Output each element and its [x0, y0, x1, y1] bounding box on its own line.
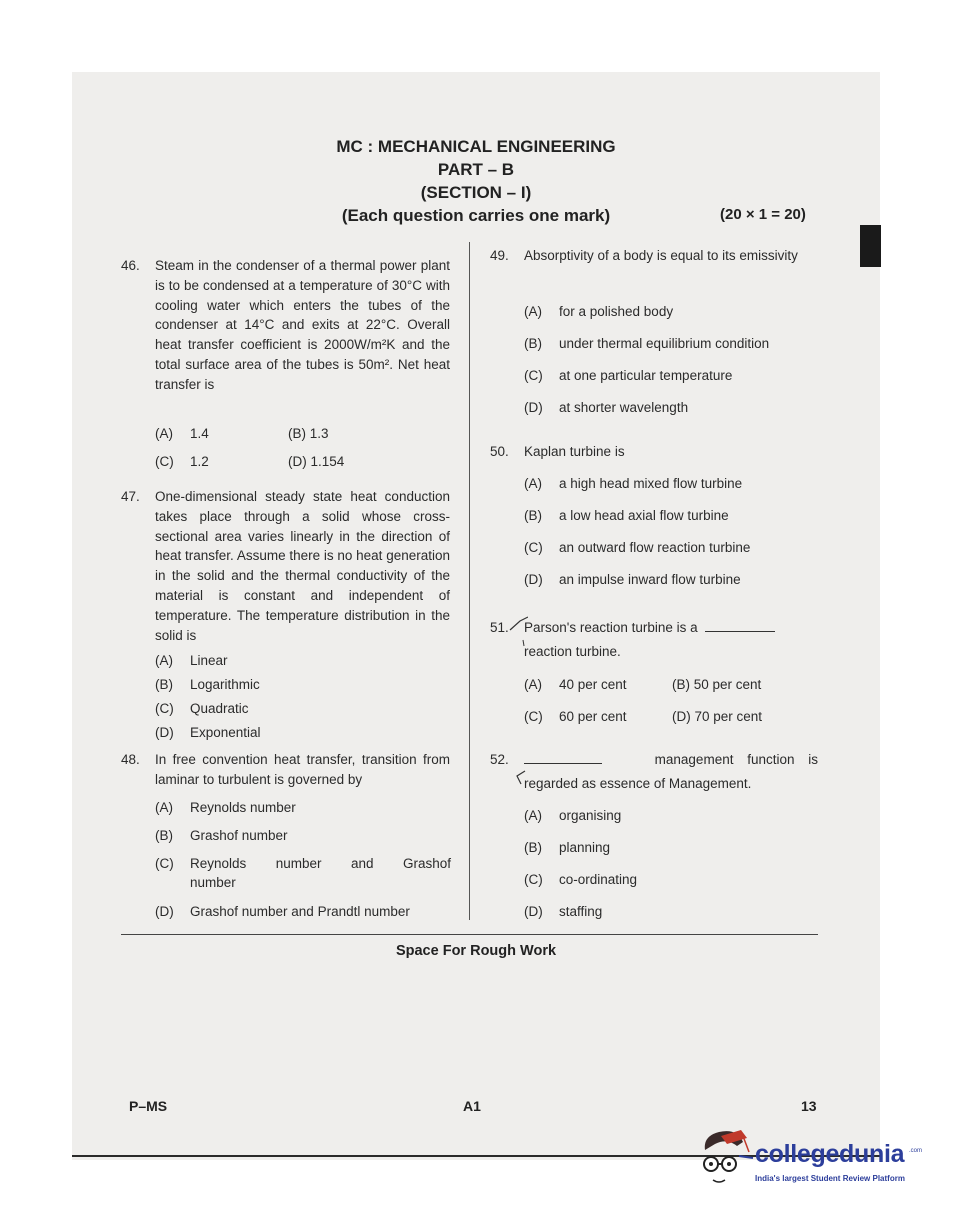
page-number: 13 [801, 1098, 817, 1114]
option-d[interactable]: (D) at shorter wavelength [524, 400, 689, 415]
option-c[interactable]: (C) Reynolds number and Grashof number [155, 856, 451, 890]
option-b[interactable]: (B) 1.3 [288, 426, 329, 441]
question-text: Parson's reaction turbine is a reaction turbine. [524, 616, 818, 664]
option-c[interactable]: (C) at one particular temperature [524, 368, 733, 383]
option-d[interactable]: (D) 1.154 [288, 454, 345, 469]
question-50 [490, 442, 820, 464]
question-number: 51. [490, 620, 509, 635]
total-marks: (20 × 1 = 20) [720, 206, 806, 223]
question-51 [490, 618, 820, 666]
paper-title: MC : MECHANICAL ENGINEERING [336, 137, 616, 156]
question-52 [490, 750, 820, 798]
brand-domain: .com [909, 1148, 923, 1154]
question-text: Kaplan turbine is [524, 444, 625, 459]
question-number: 52. [490, 752, 509, 767]
option-a[interactable]: (A) for a polished body [524, 304, 674, 319]
rough-work-label: Space For Rough Work [395, 943, 557, 959]
question-number: 48. [121, 752, 140, 767]
page-edge-marker [860, 225, 881, 267]
option-a[interactable]: (A) Linear [155, 653, 228, 668]
option-b[interactable]: (B) a low head axial flow turbine [524, 508, 729, 523]
question-text: management function is regarded as essence of Management. [524, 752, 818, 791]
section-title: (SECTION – I) [420, 183, 532, 202]
marking-note: (Each question carries one mark) [341, 206, 611, 225]
question-49 [490, 246, 820, 290]
question-number: 50. [490, 444, 509, 459]
option-a[interactable]: (A) 1.4 [155, 426, 209, 441]
option-a[interactable]: (A) 40 per cent [524, 677, 627, 692]
question-48 [121, 750, 451, 792]
question-46 [121, 256, 451, 416]
question-text: Steam in the condenser of a thermal power plant is to be condensed at a temperature of 30°C with cooling water which enters the tubes of the condenser at 14°C and exits at 22°C. Overall heat transfer coefficient is 2000W/m²K and the total surface area of the tubes is 50m². Net heat transfer is [155, 258, 450, 392]
brand-tagline: India's largest Student Review Platform [755, 1174, 905, 1183]
option-c[interactable]: (C) an outward flow reaction turbine [524, 540, 751, 555]
option-b[interactable]: (B) 50 per cent [672, 677, 762, 692]
question-text: Absorptivity of a body is equal to its emissivity [524, 248, 798, 263]
option-d[interactable]: (D) an impulse inward flow turbine [524, 572, 741, 587]
option-d[interactable]: (D) 70 per cent [672, 709, 763, 724]
part-title: PART – B [437, 160, 515, 179]
pen-bracket-mark [513, 768, 527, 790]
footer-series: A1 [463, 1098, 481, 1114]
option-c[interactable]: (C) 60 per cent [524, 709, 627, 724]
question-47 [121, 487, 451, 647]
pen-tick-mark [508, 614, 528, 654]
brand-name: collegedunia [755, 1140, 905, 1168]
mascot-icon [697, 1128, 755, 1194]
footer-code: P–MS [129, 1098, 168, 1114]
question-number: 49. [490, 248, 509, 263]
option-b[interactable]: (B) under thermal equilibrium condition [524, 336, 770, 351]
option-c[interactable]: (C) 1.2 [155, 454, 209, 469]
question-text: One-dimensional steady state heat conduction takes place through a solid whose cross-sectional area varies linearly in the direction of heat transfer. Assume there is no heat generation in the solid and the thermal conductivity of the material is constant and independent of temperature. The temperature distribution in the solid is [155, 489, 450, 643]
option-a[interactable]: (A) a high head mixed flow turbine [524, 476, 743, 491]
option-d[interactable]: (D) staffing [524, 904, 603, 919]
option-c[interactable]: (C) co-ordinating [524, 872, 638, 887]
question-text: In free convention heat transfer, transition from laminar to turbulent is governed by [155, 752, 450, 787]
collegedunia-watermark [697, 1128, 937, 1198]
question-number: 46. [121, 258, 140, 273]
option-d[interactable]: (D) Exponential [155, 725, 261, 740]
answer-blank [705, 621, 775, 632]
option-a[interactable]: (A) Reynolds number [155, 800, 296, 815]
answer-blank [524, 753, 602, 764]
option-c[interactable]: (C) Quadratic [155, 701, 249, 716]
option-a[interactable]: (A) organising [524, 808, 622, 823]
option-b[interactable]: (B) Grashof number [155, 828, 288, 843]
option-d[interactable]: (D) Grashof number and Prandtl number [155, 904, 410, 919]
column-divider [469, 242, 470, 920]
option-b[interactable]: (B) Logarithmic [155, 677, 260, 692]
option-b[interactable]: (B) planning [524, 840, 611, 855]
rough-work-divider [121, 934, 818, 935]
question-number: 47. [121, 489, 140, 504]
